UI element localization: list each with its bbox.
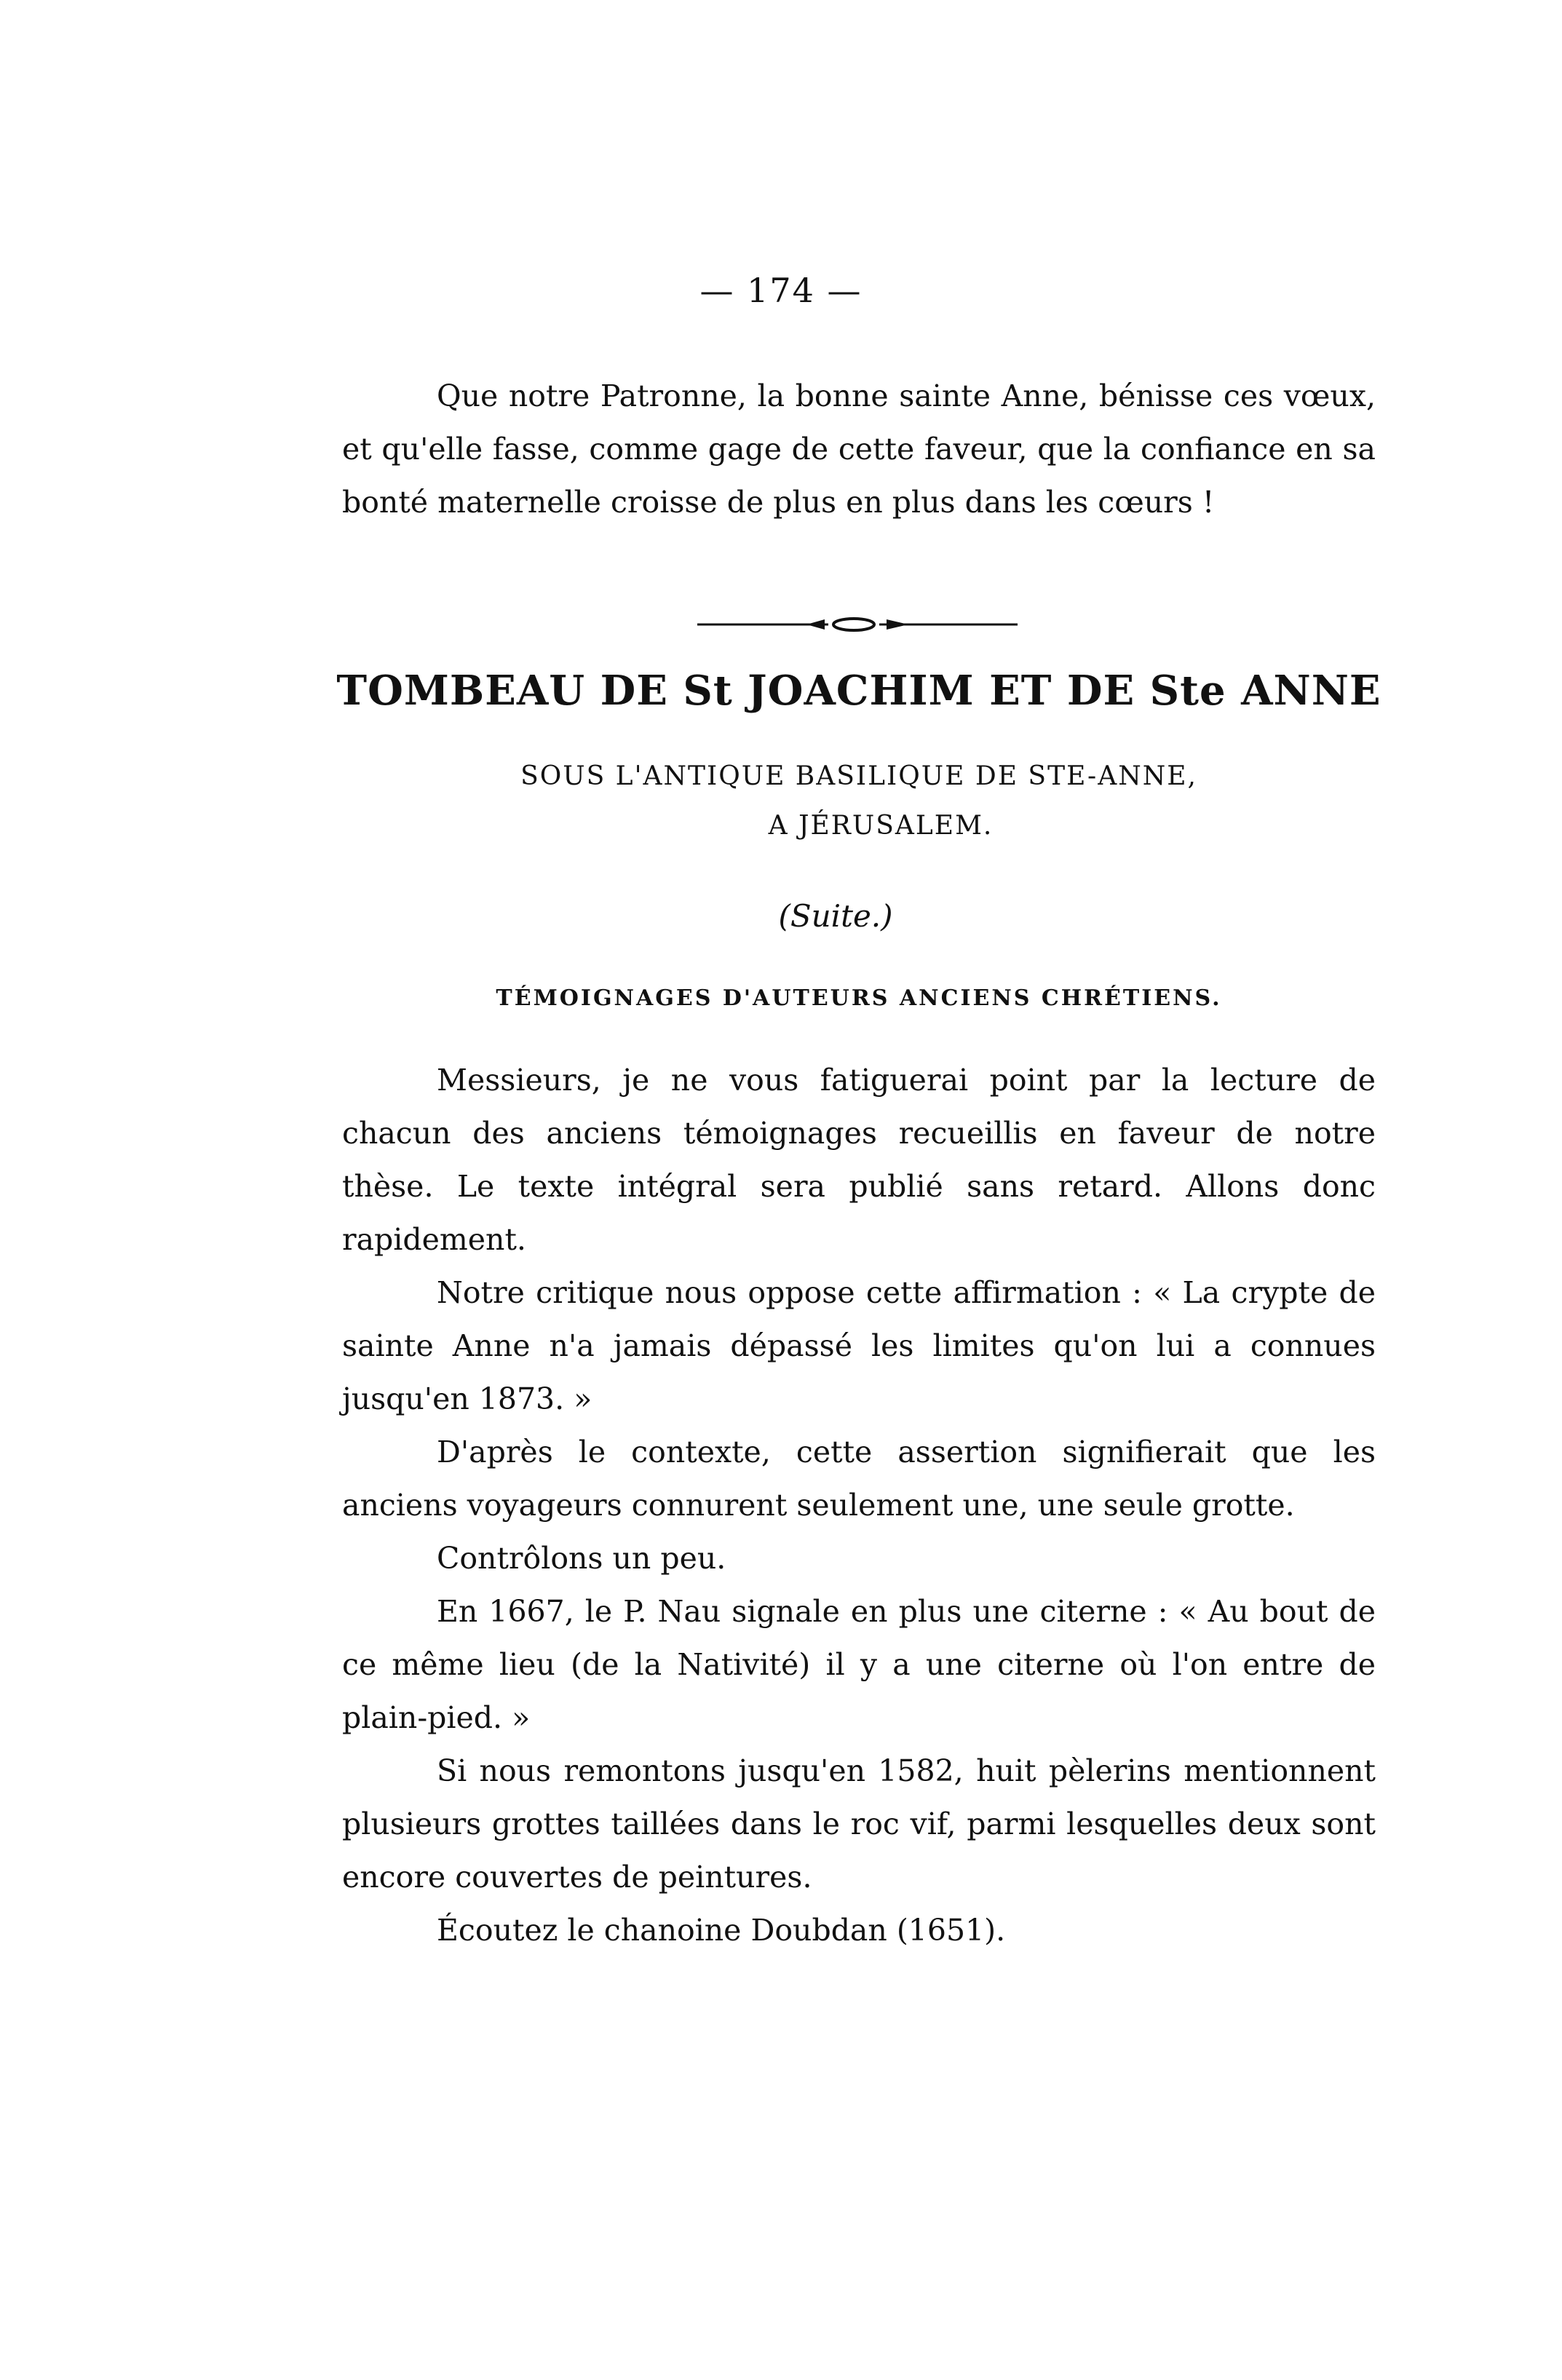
subtitle-line-2: A JÉRUSALEM.	[768, 811, 994, 841]
intro-block	[342, 370, 1376, 529]
section-title: TOMBEAU DE St JOACHIM ET DE Ste ANNE	[336, 667, 1381, 715]
body-paragraph: Notre critique nous oppose cette affirmation : « La crypte de sainte Anne n'a jamais dépassé les limites qu'on lui a connues jusqu'en 1873. »	[342, 1275, 1376, 1416]
subtitle-line-1: SOUS L'ANTIQUE BASILIQUE DE STE-ANNE,	[520, 761, 1197, 791]
body-paragraph: Si nous remontons jusqu'en 1582, huit pèlerins mentionnent plusieurs grottes taillées dans le roc vif, parmi lesquelles deux sont encore couvertes de peintures.	[342, 1753, 1376, 1895]
body-paragraph: Écoutez le chanoine Doubdan (1651).	[437, 1913, 1006, 1948]
intro-paragraph: Que notre Patronne, la bonne sainte Anne, bénisse ces vœux, et qu'elle fasse, comme gage de cette faveur, que la confiance en sa bonté maternelle croisse de plus en plus dans les cœurs !	[342, 378, 1376, 520]
section-heading: TÉMOIGNAGES D'AUTEURS ANCIENS CHRÉTIENS.	[496, 985, 1222, 1011]
body-paragraph: Contrôlons un peu.	[437, 1541, 726, 1576]
body-paragraph: Messieurs, je ne vous fatiguerai point par la lecture de chacun des anciens témoignages recueillis en faveur de notre thèse. Le texte intégral sera publié sans retard. Allons donc rapidement.	[342, 1063, 1376, 1257]
page-number: — 174 —	[699, 271, 863, 310]
ornament-divider	[697, 617, 1018, 632]
body-text	[342, 1054, 1376, 1957]
body-paragraph: En 1667, le P. Nau signale en plus une citerne : « Au bout de ce même lieu (de la Nativité) il y a une citerne où l'on entre de plain-pied. »	[342, 1594, 1376, 1735]
suite-label: (Suite.)	[778, 898, 893, 934]
body-paragraph: D'après le contexte, cette assertion signifierait que les anciens voyageurs connurent seulement une, une seule grotte.	[342, 1435, 1376, 1523]
